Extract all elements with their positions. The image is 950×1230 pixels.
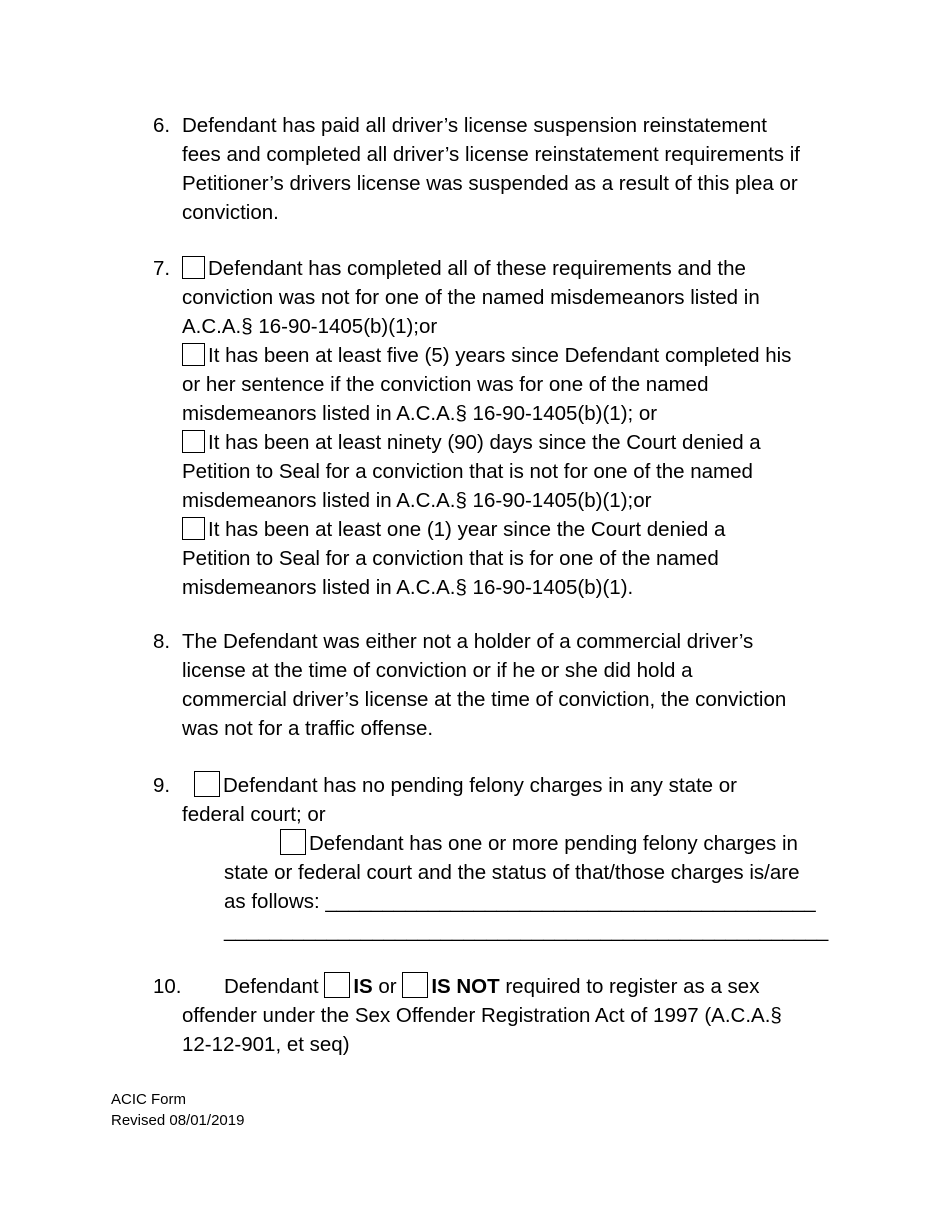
item-6 [153, 111, 853, 227]
item-9 [153, 771, 853, 945]
item-8-line: commercial driver’s license at the time of conviction, the conviction [182, 688, 787, 711]
item-10-tail: required to register as a sex [499, 975, 760, 998]
item-7-option-1-text: conviction was not for one of the named misdemeanors listed in [182, 286, 760, 309]
item-10 [153, 972, 853, 1059]
item-7-option-4-checkbox[interactable] [182, 517, 205, 540]
item-7-option-2-text: or her sentence if the conviction was for one of the named [182, 373, 709, 396]
item-10-is-checkbox[interactable] [324, 972, 350, 998]
item-10-or-label: or [372, 975, 403, 998]
item-8-line: was not for a traffic offense. [182, 717, 434, 740]
item-9-status-line-2[interactable]: _____________________________________________________ [224, 919, 829, 942]
item-6-line: conviction. [182, 201, 279, 224]
item-6-number: 6. [153, 114, 171, 137]
item-6-line: fees and completed all driver’s license reinstatement requirements if [182, 143, 800, 166]
item-7 [153, 254, 853, 602]
item-9-option-1-checkbox[interactable] [194, 771, 220, 797]
item-10-is-label: IS [353, 975, 373, 998]
item-8 [153, 627, 853, 743]
item-7-option-3-text: Petition to Seal for a conviction that is not for one of the named [182, 460, 753, 483]
item-10-line: 12-12-901, et seq) [182, 1033, 350, 1056]
item-9-option-2-text: Defendant has one or more pending felony charges in [309, 832, 798, 855]
item-9-status-line-1[interactable]: as follows: ___________________________________________ [224, 890, 816, 913]
item-7-option-1-checkbox[interactable] [182, 256, 205, 279]
item-9-option-2-checkbox[interactable] [280, 829, 306, 855]
item-10-number: 10. [153, 975, 182, 998]
item-9-option-1-text: federal court; or [182, 803, 326, 826]
item-7-option-3-text: It has been at least ninety (90) days since the Court denied a [208, 431, 761, 454]
item-7-option-1-text: Defendant has completed all of these requirements and the [208, 257, 746, 280]
item-6-line: Defendant has paid all driver’s license suspension reinstatement [182, 114, 767, 137]
item-7-option-2-text: misdemeanors listed in A.C.A.§ 16-90-1405(b)(1); or [182, 402, 658, 425]
item-10-is-not-label: IS NOT [431, 975, 500, 998]
item-10-is-not-checkbox[interactable] [402, 972, 428, 998]
item-6-line: Petitioner’s drivers license was suspended as a result of this plea or [182, 172, 798, 195]
item-9-number: 9. [153, 774, 171, 797]
item-7-option-4-text: Petition to Seal for a conviction that is for one of the named [182, 547, 719, 570]
item-7-option-3-checkbox[interactable] [182, 430, 205, 453]
item-7-number: 7. [153, 257, 171, 280]
item-7-option-4-text: misdemeanors listed in A.C.A.§ 16-90-1405(b)(1). [182, 576, 634, 599]
item-7-option-1-text: A.C.A.§ 16-90-1405(b)(1);or [182, 315, 438, 338]
item-8-line: The Defendant was either not a holder of a commercial driver’s [182, 630, 754, 653]
item-7-option-2-text: It has been at least five (5) years since Defendant completed his [208, 344, 792, 367]
item-7-option-2-checkbox[interactable] [182, 343, 205, 366]
footer-revised-date: Revised 08/01/2019 [111, 1112, 245, 1129]
footer-form-name: ACIC Form [111, 1091, 186, 1108]
item-8-number: 8. [153, 630, 171, 653]
item-7-option-3-text: misdemeanors listed in A.C.A.§ 16-90-1405(b)(1);or [182, 489, 652, 512]
item-7-option-4-text: It has been at least one (1) year since the Court denied a [208, 518, 726, 541]
item-9-option-1-text: Defendant has no pending felony charges in any state or [223, 774, 737, 797]
item-8-line: license at the time of conviction or if he or she did hold a [182, 659, 693, 682]
item-10-lead: Defendant [224, 975, 319, 998]
item-9-option-2-text: state or federal court and the status of that/those charges is/are [224, 861, 800, 884]
item-10-line: offender under the Sex Offender Registration Act of 1997 (A.C.A.§ [182, 1004, 782, 1027]
form-footer [111, 1089, 244, 1131]
